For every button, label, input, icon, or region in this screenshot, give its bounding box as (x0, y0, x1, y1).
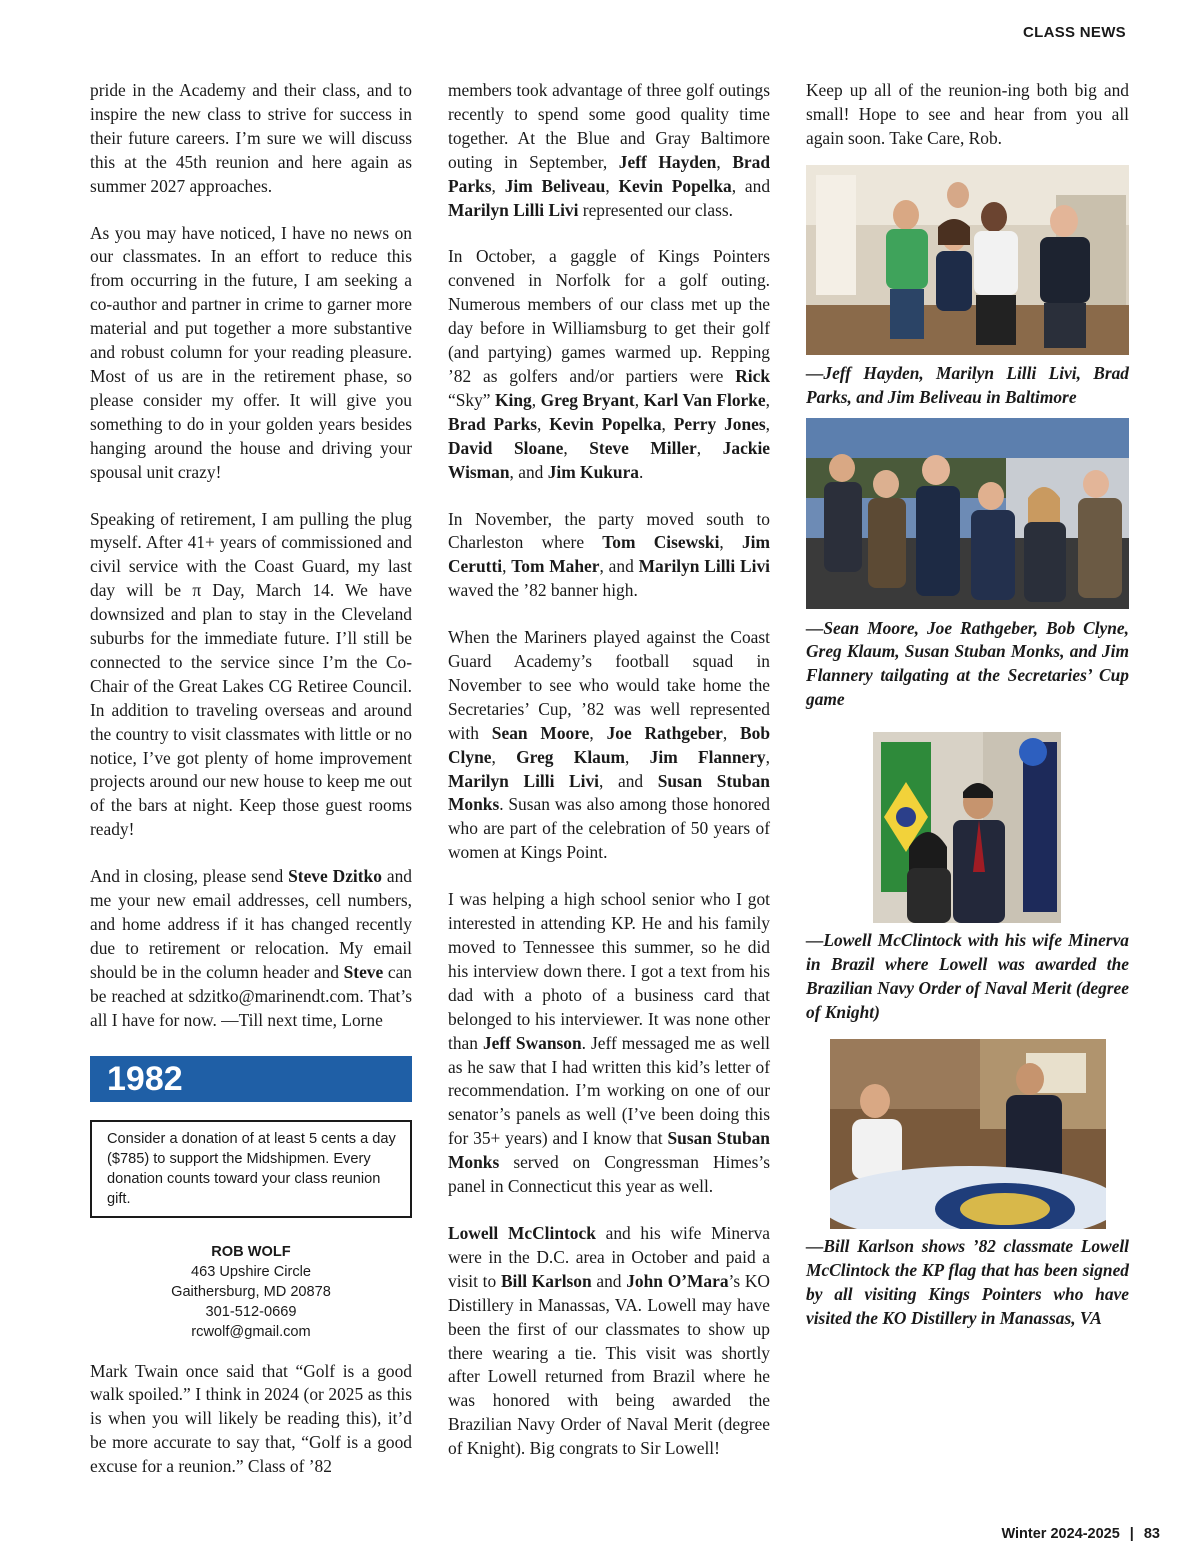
classmate-name: Steve Dzitko (288, 866, 382, 887)
section-label: CLASS NEWS (1022, 24, 1126, 41)
paragraph: When the Mariners played against the Coast Guard Academy’s football squad in November to see who would take home the Secretaries’ Cup, ’82 was well represented with Sean Moore, Joe Rathgeber, Bob Clyne, Greg Klaum, Jim Flannery, Marilyn Lilli Livi, and Susan Stuban Monks. Susan was also among those honored who are part of the celebration of 50 years of women at Kings Point. (448, 627, 770, 863)
photo-caption: —Sean Moore, Joe Rathgeber, Bob Clyne, Greg Klaum, Susan Stuban Monks, and Jim Flannery tailgating at the Secretaries’ Cup game (806, 617, 1129, 710)
paragraph: Lowell McClintock and his wife Minerva were in the D.C. area in October and paid a visit to Bill Karlson and John O’Mara’s KO Distillery in Manassas, VA. Lowell may have been the first of our classmates to show up there wearing a tie. This visit was shortly after Lowell returned from Brazil where he was honored with being awarded the Brazilian Navy Order of Naval Merit (degree of Knight). Big congrats to Sir Lowell! (448, 1222, 770, 1459)
classmate-name: Brad Parks (448, 151, 770, 196)
paragraph: pride in the Academy and their class, and to inspire the new class to strive for success in their future careers. I’m sure we will discuss this at the 45th reunion and here again as summer 2027 approaches. (90, 80, 412, 196)
classmate-name: Bill Karlson (500, 1270, 592, 1291)
paragraph: members took advantage of three golf outings recently to spend some good quality time together. At the Blue and Gray Baltimore outing in September, Jeff Hayden, Brad Parks, Jim Beliveau, Kevin Popelka, and Marilyn Lilli Livi represented our class. (448, 80, 771, 220)
classmate-name: Bob Clyne (448, 722, 770, 767)
classmate-name: Marilyn Lilli Livi (448, 199, 579, 220)
classmate-name: Jeff Hayden (618, 151, 717, 172)
classmate-name: Jackie Wisman (448, 437, 771, 482)
classmate-name: Tom Cisewski (602, 532, 720, 553)
classmate-name: Steve Miller (589, 437, 697, 458)
photo-tailgating (806, 418, 1129, 609)
donation-box: Consider a donation of at least 5 cents a day ($785) to support the Midshipmen. Every donation counts toward your class reunion gift. (90, 1120, 412, 1218)
classmate-name: Joe Rathgeber (606, 722, 723, 743)
classmate-name: Greg Klaum (516, 746, 626, 767)
classmate-name: King (495, 389, 532, 410)
classmate-name: Jim Kukura (547, 461, 640, 482)
paragraph: I was helping a high school senior who I got interested in attending KP. He and his family moved to Tennessee this summer, so he did his interview down there. I got a text from his dad with a photo of a business card that belonged to his interviewer. It was none other than Jeff Swanson. Jeff messaged me as well as he saw that I had written this kid’s letter of recommendation. I’m working on one of our senator’s panels as well (I’ve been doing this for 35+ years) and I know that Susan Stuban Monks served on Congressman Himes’s panel in Connecticut this year as well. (448, 889, 771, 1197)
photo-distillery-flag (830, 1039, 1106, 1229)
classmate-name: Karl Van Florke (643, 389, 766, 410)
classmate-name: Jim Beliveau (504, 175, 606, 196)
classmate-name: Marilyn Lilli Livi (638, 556, 770, 577)
column-left (90, 79, 412, 1502)
paragraph: As you may have noticed, I have no news on our classmates. In an effort to reduce this from occurring in the future, I am seeking a co-author and partner in crime to garner more material and put together a more substantive and robust column for your reading pleasure. Most of us are in the retirement phase, so please consider my offer. It will give you something to do in your golden years besides hanging around the house and driving your spousal unit crazy! (90, 222, 412, 482)
classmate-name: Sean Moore (491, 722, 590, 743)
paragraph: Speaking of retirement, I am pulling the plug myself. After 41+ years of commissioned and civil service with the Coast Guard, my last day will be π Day, March 14. We have downsized and plan to stay in the Cleveland suburbs for the immediate future. I’ll still be connected to the service since I’m the Co-Chair of the Great Lakes CG Retiree Council. In addition to traveling overseas and around the country to visit classmates with little or no notice, I’ve got plenty of home improvement projects around our new house to keep me out of the bars at night. Keep those guest rooms ready! (90, 508, 412, 840)
correspondent-contact (90, 1242, 412, 1342)
classmate-name: John O’Mara (626, 1270, 729, 1291)
paragraph: And in closing, please send Steve Dzitko and me your new email addresses, cell numbers, and home address if it has changed recently due to retirement or relocation. My email should be in the column header and Steve can be reached at sdzitko@marinendt.com. That’s all I have for now. —Till next time, Lorne (90, 866, 412, 1030)
classmate-name: Susan Stuban Monks (448, 1128, 770, 1173)
correspondent-name: ROB WOLF (211, 1243, 291, 1260)
classmate-name: Susan Stuban Monks (448, 770, 770, 815)
photo-golf-baltimore (806, 165, 1129, 355)
photo-caption: —Jeff Hayden, Marilyn Lilli Livi, Brad Parks, and Jim Beliveau in Baltimore (806, 362, 1129, 407)
paragraph: In October, a gaggle of Kings Pointers convened in Norfolk for a golf outing. Numerous members of our class met up the day before in Williamsburg to get their golf (and partying) games warmed up. Repping ’82 as golfers and/or partiers were Rick “Sky” King, Greg Bryant, Karl Van Florke, Brad Parks, Kevin Popelka, Perry Jones, David Sloane, Steve Miller, Jackie Wisman, and Jim Kukura. (448, 246, 771, 482)
class-year-banner: 1982 (90, 1056, 412, 1102)
classmate-name: Greg Bryant (540, 389, 635, 410)
paragraph: Keep up all of the reunion-ing both big and small! Hope to see and hear from you all again soon. Take Care, Rob. (806, 80, 1129, 148)
page-number: 83 (1143, 1526, 1160, 1542)
classmate-name: Kevin Popelka (618, 175, 732, 196)
classmate-name: David Sloane (448, 437, 564, 458)
classmate-name: Jim Flannery (649, 746, 766, 767)
correspondent-city: Gaithersburg, MD 20878 (171, 1283, 331, 1300)
classmate-name: Lowell McClintock (448, 1222, 596, 1243)
issue-label: Winter 2024-2025 (1001, 1526, 1120, 1542)
photo-brazil-award (873, 732, 1061, 923)
column-middle (448, 79, 770, 1484)
correspondent-phone: 301-512-0669 (205, 1303, 297, 1320)
classmate-name: Perry Jones (673, 413, 766, 434)
photo-caption: —Bill Karlson shows ’82 classmate Lowell McClintock the KP flag that has been signed by all visiting Kings Pointers who have visited the KO Distillery in Manassas, VA (806, 1235, 1129, 1328)
footer-separator: | (1129, 1526, 1134, 1542)
classmate-name: Kevin Popelka (549, 413, 662, 434)
paragraph: In November, the party moved south to Charleston where Tom Cisewski, Jim Cerutti, Tom Maher, and Marilyn Lilli Livi waved the ’82 banner high. (448, 508, 770, 601)
classmate-name: Rick (735, 365, 770, 386)
classmate-name: Jim Cerutti (448, 532, 770, 577)
photo-caption: —Lowell McClintock with his wife Minerva in Brazil where Lowell was awarded the Brazilian Navy Order of Naval Merit (degree of Knight) (806, 930, 1129, 1022)
correspondent-street: 463 Upshire Circle (190, 1263, 312, 1280)
classmate-name: Tom Maher (511, 556, 600, 577)
classmate-name: Jeff Swanson (482, 1032, 582, 1053)
classmate-name: Brad Parks (448, 413, 538, 434)
column-right (806, 79, 1129, 1330)
classmate-name: Steve (343, 961, 384, 982)
page-footer (1001, 1526, 1160, 1542)
correspondent-email: rcwolf@gmail.com (191, 1323, 311, 1340)
paragraph: Mark Twain once said that “Golf is a good walk spoiled.” I think in 2024 (or 2025 as this is when you will likely be reading this), it’d be more accurate to say that, “Golf is a good excuse for a reunion.” Class of ’82 (90, 1360, 412, 1477)
classmate-name: Marilyn Lilli Livi (448, 770, 599, 791)
